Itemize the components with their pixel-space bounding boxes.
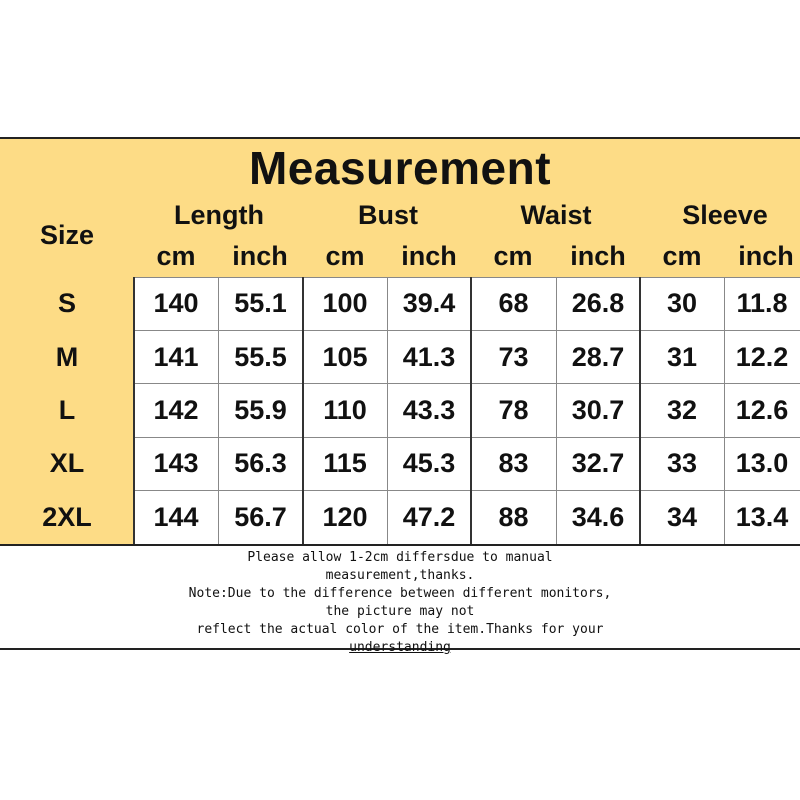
unit-header-bust-inch: inch (401, 241, 457, 271)
unit-header-bust-cm: cm (325, 241, 365, 271)
unit-header-length-inch: inch (232, 241, 288, 271)
table-row (0, 437, 800, 490)
table-cell: 105 (322, 341, 368, 372)
table-cell: 56.3 (234, 448, 287, 479)
table-cell: 41.3 (402, 341, 456, 372)
group-header-bust: Bust (358, 200, 418, 230)
table-cell: 33 (666, 448, 698, 479)
table-cell: 55.1 (234, 288, 287, 319)
column-divider (724, 277, 725, 544)
note-line: measurement,thanks. (325, 568, 475, 583)
unit-header-waist-cm: cm (493, 241, 533, 271)
note-line: Please allow 1-2cm differsdue to manual (247, 550, 553, 565)
chart-header (0, 139, 800, 277)
table-cell: 142 (153, 394, 199, 425)
table-row (0, 277, 800, 330)
table-cell: 13.0 (735, 448, 789, 479)
table-cell: 115 (323, 448, 367, 479)
table-cell: 56.7 (234, 501, 287, 532)
table-cell: 78 (498, 394, 529, 425)
size-label: S (0, 277, 134, 330)
size-column-header: Size (39, 220, 95, 250)
table-cell: 144 (153, 501, 199, 532)
disclaimer-note (0, 544, 800, 655)
row-divider (134, 490, 800, 491)
table-cell: 34 (666, 501, 698, 532)
group-header-sleeve: Sleeve (682, 200, 768, 230)
table-cell: 120 (322, 501, 368, 532)
chart-title: Measurement (248, 142, 552, 194)
row-divider (134, 330, 800, 331)
table-cell: 140 (153, 288, 199, 319)
table-cell: 43.3 (402, 394, 456, 425)
table-cell: 12.2 (735, 341, 789, 372)
column-divider (218, 277, 219, 544)
group-header-length: Length (174, 200, 264, 230)
note-line: Note:Due to the difference between different monitors, (188, 586, 612, 601)
table-cell: 26.8 (571, 288, 625, 319)
table-cell: 28.7 (571, 341, 625, 372)
column-divider (556, 277, 557, 544)
size-chart (0, 137, 800, 655)
table-cell: 100 (322, 288, 368, 319)
size-label: M (0, 330, 134, 383)
row-divider (134, 277, 800, 278)
table-cell: 68 (498, 288, 529, 319)
table-cell: 55.9 (234, 394, 287, 425)
table-cell: 83 (498, 448, 529, 479)
unit-header-sleeve-cm: cm (662, 241, 702, 271)
table-row (0, 330, 800, 383)
table-cell: 13.4 (735, 501, 789, 532)
column-divider (387, 277, 388, 544)
column-divider (302, 277, 304, 544)
unit-header-waist-inch: inch (570, 241, 626, 271)
table-cell: 32.7 (571, 448, 625, 479)
size-label: L (0, 384, 134, 437)
table-cell: 73 (498, 341, 529, 372)
table-row (0, 384, 800, 437)
table-cell: 47.2 (402, 501, 456, 532)
table-cell: 110 (323, 394, 367, 425)
table-cell: 30 (666, 288, 698, 319)
table-cell: 34.6 (571, 501, 625, 532)
unit-header-sleeve-inch: inch (738, 241, 794, 271)
table-cell: 55.5 (234, 341, 287, 372)
row-divider (134, 383, 800, 384)
row-divider (134, 437, 800, 438)
note-line: reflect the actual color of the item.Thanks for your (196, 622, 604, 637)
group-header-waist: Waist (520, 200, 592, 230)
table-cell: 32 (666, 394, 698, 425)
table-cell: 45.3 (402, 448, 456, 479)
table-cell: 30.7 (571, 394, 625, 425)
table-cell: 143 (153, 448, 199, 479)
table-body (0, 277, 800, 544)
size-label: 2XL (0, 491, 134, 544)
table-cell: 39.4 (402, 288, 456, 319)
unit-header-length-cm: cm (156, 241, 196, 271)
table-cell: 88 (498, 501, 529, 532)
column-divider (639, 277, 641, 544)
size-label: XL (0, 437, 134, 490)
table-row (0, 491, 800, 544)
table-cell: 12.6 (735, 394, 789, 425)
column-divider (133, 277, 135, 544)
table-cell: 31 (666, 341, 698, 372)
column-divider (470, 277, 472, 544)
note-line: the picture may not (325, 604, 475, 619)
table-cell: 141 (153, 341, 199, 372)
table-cell: 11.8 (736, 288, 788, 319)
note-line: understanding (349, 640, 451, 655)
